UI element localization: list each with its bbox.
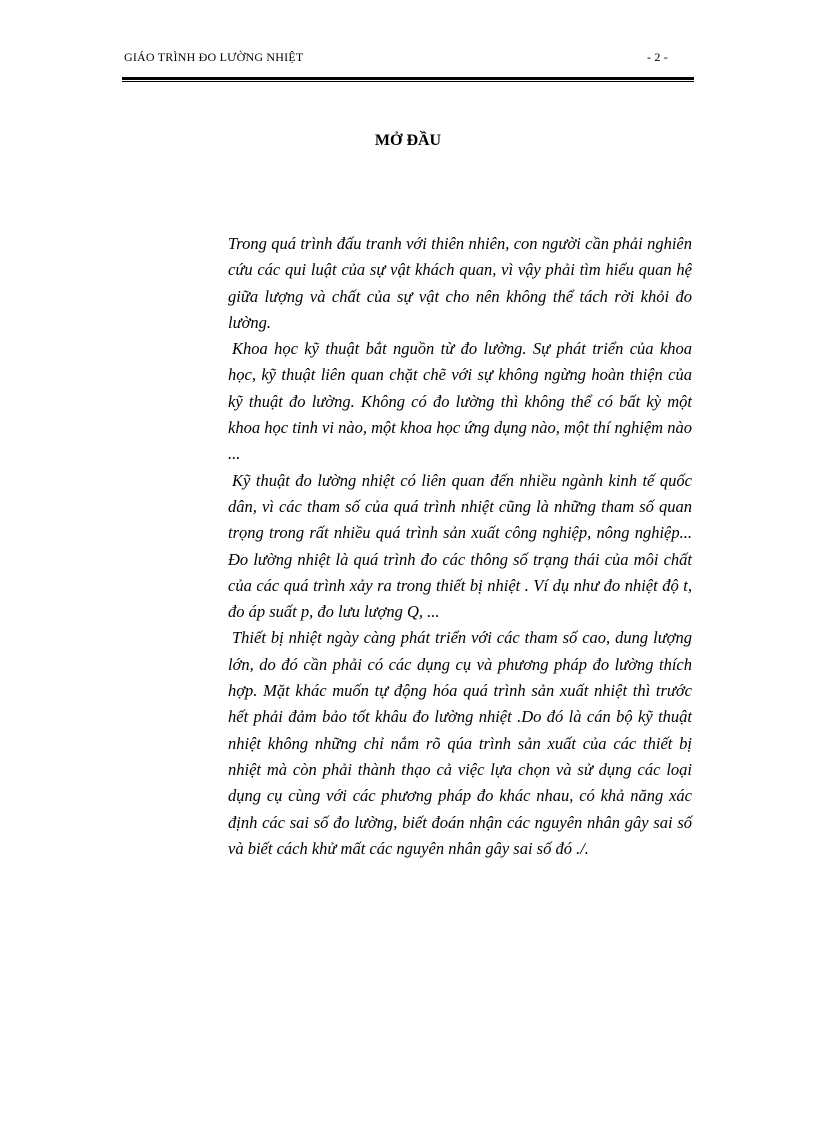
page-header [124, 50, 668, 65]
header-divider [122, 77, 694, 82]
book-title: GIÁO TRÌNH ĐO LƯỜNG NHIỆT [124, 50, 304, 64]
body-text [228, 231, 692, 862]
paragraph: Khoa học kỹ thuật bắt nguồn từ đo lường. Sự phát triển của khoa học, kỹ thuật liên quan chặt chẽ với sự không ngừng hoàn thiện của kỹ thuật đo lường. Không có đo lường thì không thể có bất kỳ một khoa học tinh vi nào, một khoa học ứng dụng nào, một thí nghiệm nào ... [228, 339, 692, 464]
paragraph: Kỹ thuật đo lường nhiệt có liên quan đến nhiều ngành kinh tế quốc dân, vì các tham số của quá trình nhiệt cũng là những tham số quan trọng trong rất nhiều quá trình sản xuất công nghiệp, nông nghiệp... Đo lường nhiệt là quá trình đo các thông số trạng thái của môi chất của các quá trình xảy ra trong thiết bị nhiệt . Ví dụ như đo nhiệt độ t, đo áp suất p, đo lưu lượng Q, ... [228, 470, 692, 622]
paragraph: Thiết bị nhiệt ngày càng phát triển với các tham số cao, dung lượng lớn, do đó cần phải có các dụng cụ và phương pháp đo lường thích hợp. Mặt khác muốn tự động hóa quá trình sản xuất nhiệt thì trước hết phải đảm bảo tốt khâu đo lường nhiệt .Do đó là cán bộ kỹ thuật nhiệt không những chỉ nắm rõ qúa trình sản xuất của các thiết bị nhiệt mà còn phải thành thạo cả việc lựa chọn và sử dụng các loại dụng cụ cùng với các phương pháp đo khác nhau, có khả năng xác định các sai số đo lường, biết đoán nhận các nguyên nhân gây sai số và biết cách khử mất các nguyên nhân gây sai số đó ./. [228, 628, 692, 858]
paragraph: Trong quá trình đấu tranh với thiên nhiên, con người cần phải nghiên cứu các qui luật của sự vật khách quan, vì vậy phải tìm hiểu quan hệ giữa lượng và chất của sự vật cho nên không thể tách rời khỏi đo lường. [228, 234, 692, 332]
chapter-title: MỞ ĐẦU [374, 132, 442, 149]
page-number: - 2 - [647, 50, 668, 64]
